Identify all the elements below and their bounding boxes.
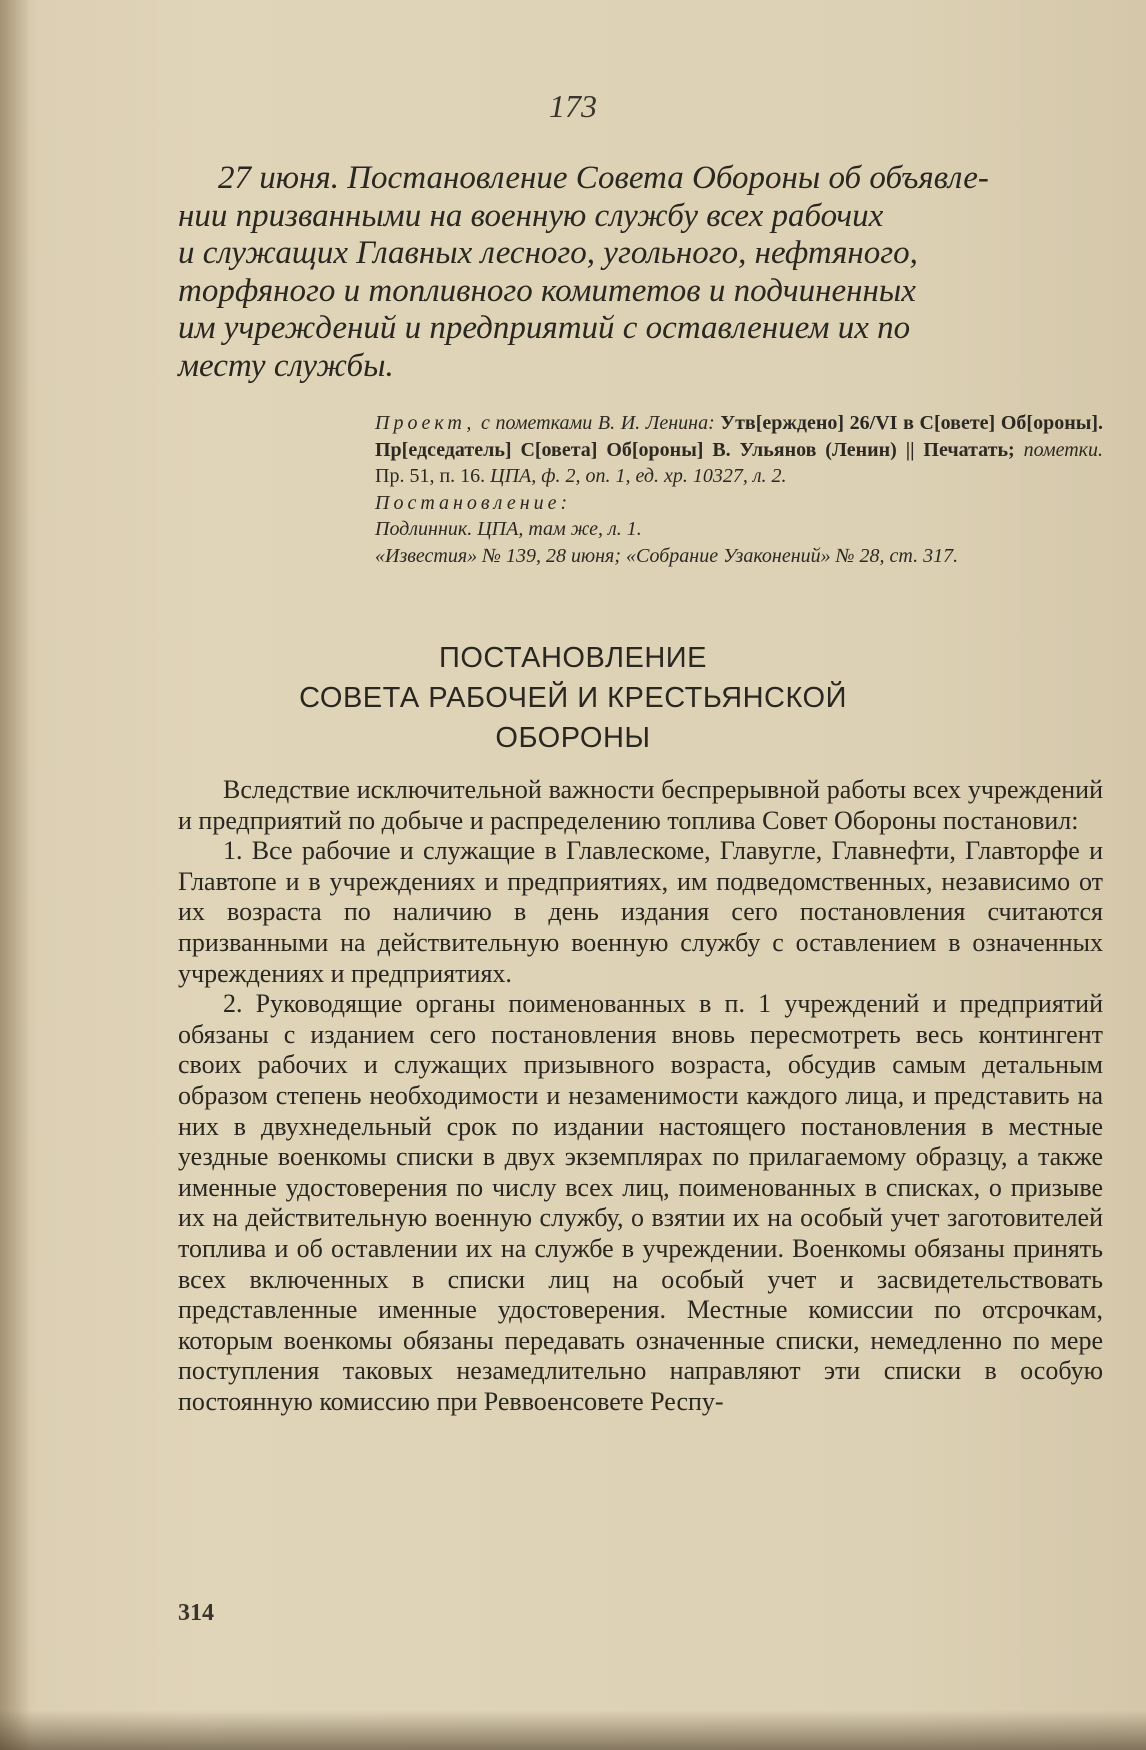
body-paragraph: Вследствие исключительной важности беспрерывной работы всех учреждений и предприятий по добыче и распределению топлива Совет Обороны постановил:: [178, 775, 1103, 835]
heading-line: ПОСТАНОВЛЕНИЕ: [439, 642, 707, 674]
running-page-number: 173: [549, 88, 597, 124]
heading-line: СОВЕТА РАБОЧЕЙ И КРЕСТЬЯНСКОЙ: [299, 682, 847, 714]
heading-line: ОБОРОНЫ: [495, 722, 651, 754]
note-project: [325, 410, 1103, 490]
note-original: Подлинник. ЦПА, там же, л. 1.: [375, 518, 642, 540]
note-resolution: [325, 490, 1103, 517]
note-project-italic: с пометками В. И. Ленина:: [475, 412, 721, 434]
resolution-heading: [0, 638, 1146, 758]
body-paragraph: 1. Все рабочие и служащие в Главлескоме, Главугле, Главнефти, Главторфе и Главтопе и в учреждениях и предприятиях, им подведомственных, независимо от их возраста по наличию в день издания сего постановления считаются призванными на действительную военную службу с оставлением в означенных учреждениях и предприятиях.: [178, 836, 1103, 988]
note-resolution-label: Постановление:: [375, 491, 572, 514]
title-line: 27 июня. Постановление Совета Обороны об объявле-: [218, 160, 989, 196]
note-project-archive: ЦПА, ф. 2, оп. 1, ед. хр. 10327, л. 2.: [490, 465, 787, 487]
note-project-marks: пометки.: [1014, 438, 1103, 461]
title-line: им учреждений и предприятий с оставлением их по: [178, 310, 911, 346]
note-project-ref: Пр. 51, п. 16.: [375, 465, 491, 487]
resolution-body: [178, 775, 1103, 1417]
note-publication: «Известия» № 139, 28 июня; «Собрание Узаконений» № 28, ст. 317.: [375, 544, 959, 567]
page-bottom-shadow: [0, 1710, 1146, 1750]
title-line: торфяного и топливного комитетов и подчиненных: [178, 272, 916, 309]
note-project-label: Проект,: [375, 412, 476, 434]
page-number: 314: [178, 1600, 214, 1626]
note-project-bold: Утв[ерждено] 26/VI в С[овете] Об[ороны]. Пр[едседатель] С[овета] Об[ороны] В. Ульянов (Ленин) || Печатать;: [375, 412, 1103, 461]
title-line: месту службы.: [178, 347, 394, 384]
title-line: нии призванными на военную службу всех рабочих: [178, 197, 884, 234]
page-edge-shadow: [0, 0, 30, 1750]
document-title: [178, 160, 1103, 385]
source-notes: [325, 410, 1103, 569]
title-line: и служащих Главных лесного, угольного, нефтяного,: [178, 235, 918, 271]
body-paragraph: 2. Руководящие органы поименованных в п. 1 учреждений и предприятий обязаны с изданием сего постановления вновь пересмотреть весь контингент своих рабочих и служащих призывного возраста, обсудив самым детальным образом степень необходимости и незаменимости каждого лица, и представить на них в двухнедельный срок по издании настоящего постановления в местные уездные военкомы списки в двух экземплярах по прилагаемому образцу, а также именные удостоверения по числу всех лиц, поименованных в списках, о призыве их на действительную военную службу, о взятии их на особый учет заготовителей топлива и об оставлении их на службе в учреждении. Военкомы обязаны принять всех включенных в списки лиц на особый учет и засвидетельствовать представленные именные удостоверения. Местные комиссии по отсрочкам, которым военкомы обязаны передавать означенные списки, немедленно по мере поступления таковых незамедлительно направляют эти списки в особую постоянную комиссию при Реввоенсовете Респу-: [178, 989, 1103, 1416]
